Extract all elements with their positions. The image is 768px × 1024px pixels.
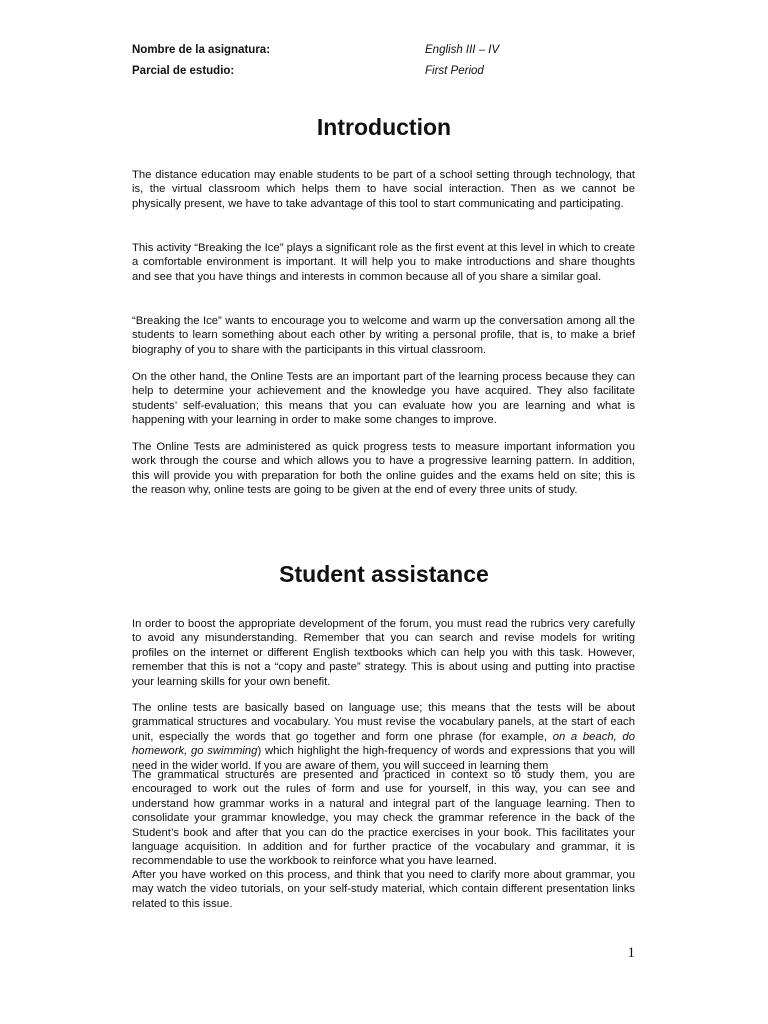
assistance-paragraph: The grammatical structures are presented and practiced in context so to study them, you are encouraged to work out the rules of form and use for yourself, in this way, you can see and understand how grammar works in a natural and integral part of the language learning. Then to consolidate your grammar knowledge, you may check the grammar reference in the back of the Student’s book and after that you can do the practice exercises in your book. This facilitates your language acquisition. In addition and for further practice of the vocabulary and grammar, it is recommendable to use the workbook to reinforce what you have learned. <box>132 769 635 868</box>
intro-paragraph: “Breaking the Ice” wants to encourage you to welcome and warm up the conversation among all the students to learn something about each other by writing a personal profile, that is, to make a brief biography of you to share with the participants in this virtual classroom. <box>132 315 635 356</box>
subject-label: Nombre de la asignatura: <box>132 44 271 56</box>
intro-paragraph: This activity “Breaking the Ice” plays a significant role as the first event at this level in which to create a comfortable environment is important. It will help you to make introductions and share thoughts and see that you have things and interests in common because all of you share a similar goal. <box>132 242 635 283</box>
page-number: 1 <box>627 945 635 961</box>
intro-paragraph: The Online Tests are administered as quick progress tests to measure important information you work through the course and which allows you to have a progressive learning pattern. In addition, this will provide you with preparation for both the online guides and the exams held on site; this is the reason why, online tests are going to be given at the end of every three units of study. <box>132 441 635 497</box>
intro-paragraph: The distance education may enable students to be part of a school setting through technology, that is, the virtual classroom which helps them to have social interaction. Then as we cannot be physically present, we have to take advantage of this tool to start communicating and participating. <box>132 169 635 210</box>
assistance-text: ) which highlight the high-frequency of words and expressions that you will need in the wider world. If you are aware of them, you will succeed in learning them <box>132 745 635 772</box>
assistance-text: The online tests are basically based on language use; this means that the tests will be about grammatical structures and vocabulary. You must revise the vocabulary panels, at the start of each unit, especially the words that go together and form one phrase (for example, <box>132 702 635 743</box>
student-assistance-title: Student assistance <box>279 561 489 587</box>
assistance-paragraph: In order to boost the appropriate development of the forum, you must read the rubrics very carefully to avoid any misunderstanding. Remember that you can search and revise models for writing profiles on the internet or different English textbooks which can help you with this task. However, remember that this is not a “copy and paste” strategy. This is about using and putting into practise your learning skills for your own benefit. <box>132 618 635 688</box>
period-value: First Period <box>425 65 484 77</box>
intro-paragraph: On the other hand, the Online Tests are an important part of the learning process because they can help to determine your achievement and the knowledge you have acquired. They also facilitate students’ self-evaluation; this means that you can evaluate how you are learning and what is happening with your learning in order to make some changes to improve. <box>132 371 635 427</box>
example-phrases: on a beach, do homework, go swimming <box>132 730 635 758</box>
period-label: Parcial de estudio: <box>132 65 235 77</box>
subject-value: English III – IV <box>425 44 500 56</box>
assistance-paragraph-vocabulary <box>132 701 635 773</box>
assistance-paragraph: After you have worked on this process, and think that you need to clarify more about grammar, you may watch the video tutorials, on your self-study material, which contain different presentation links related to this issue. <box>132 869 635 910</box>
introduction-title: Introduction <box>316 114 452 140</box>
